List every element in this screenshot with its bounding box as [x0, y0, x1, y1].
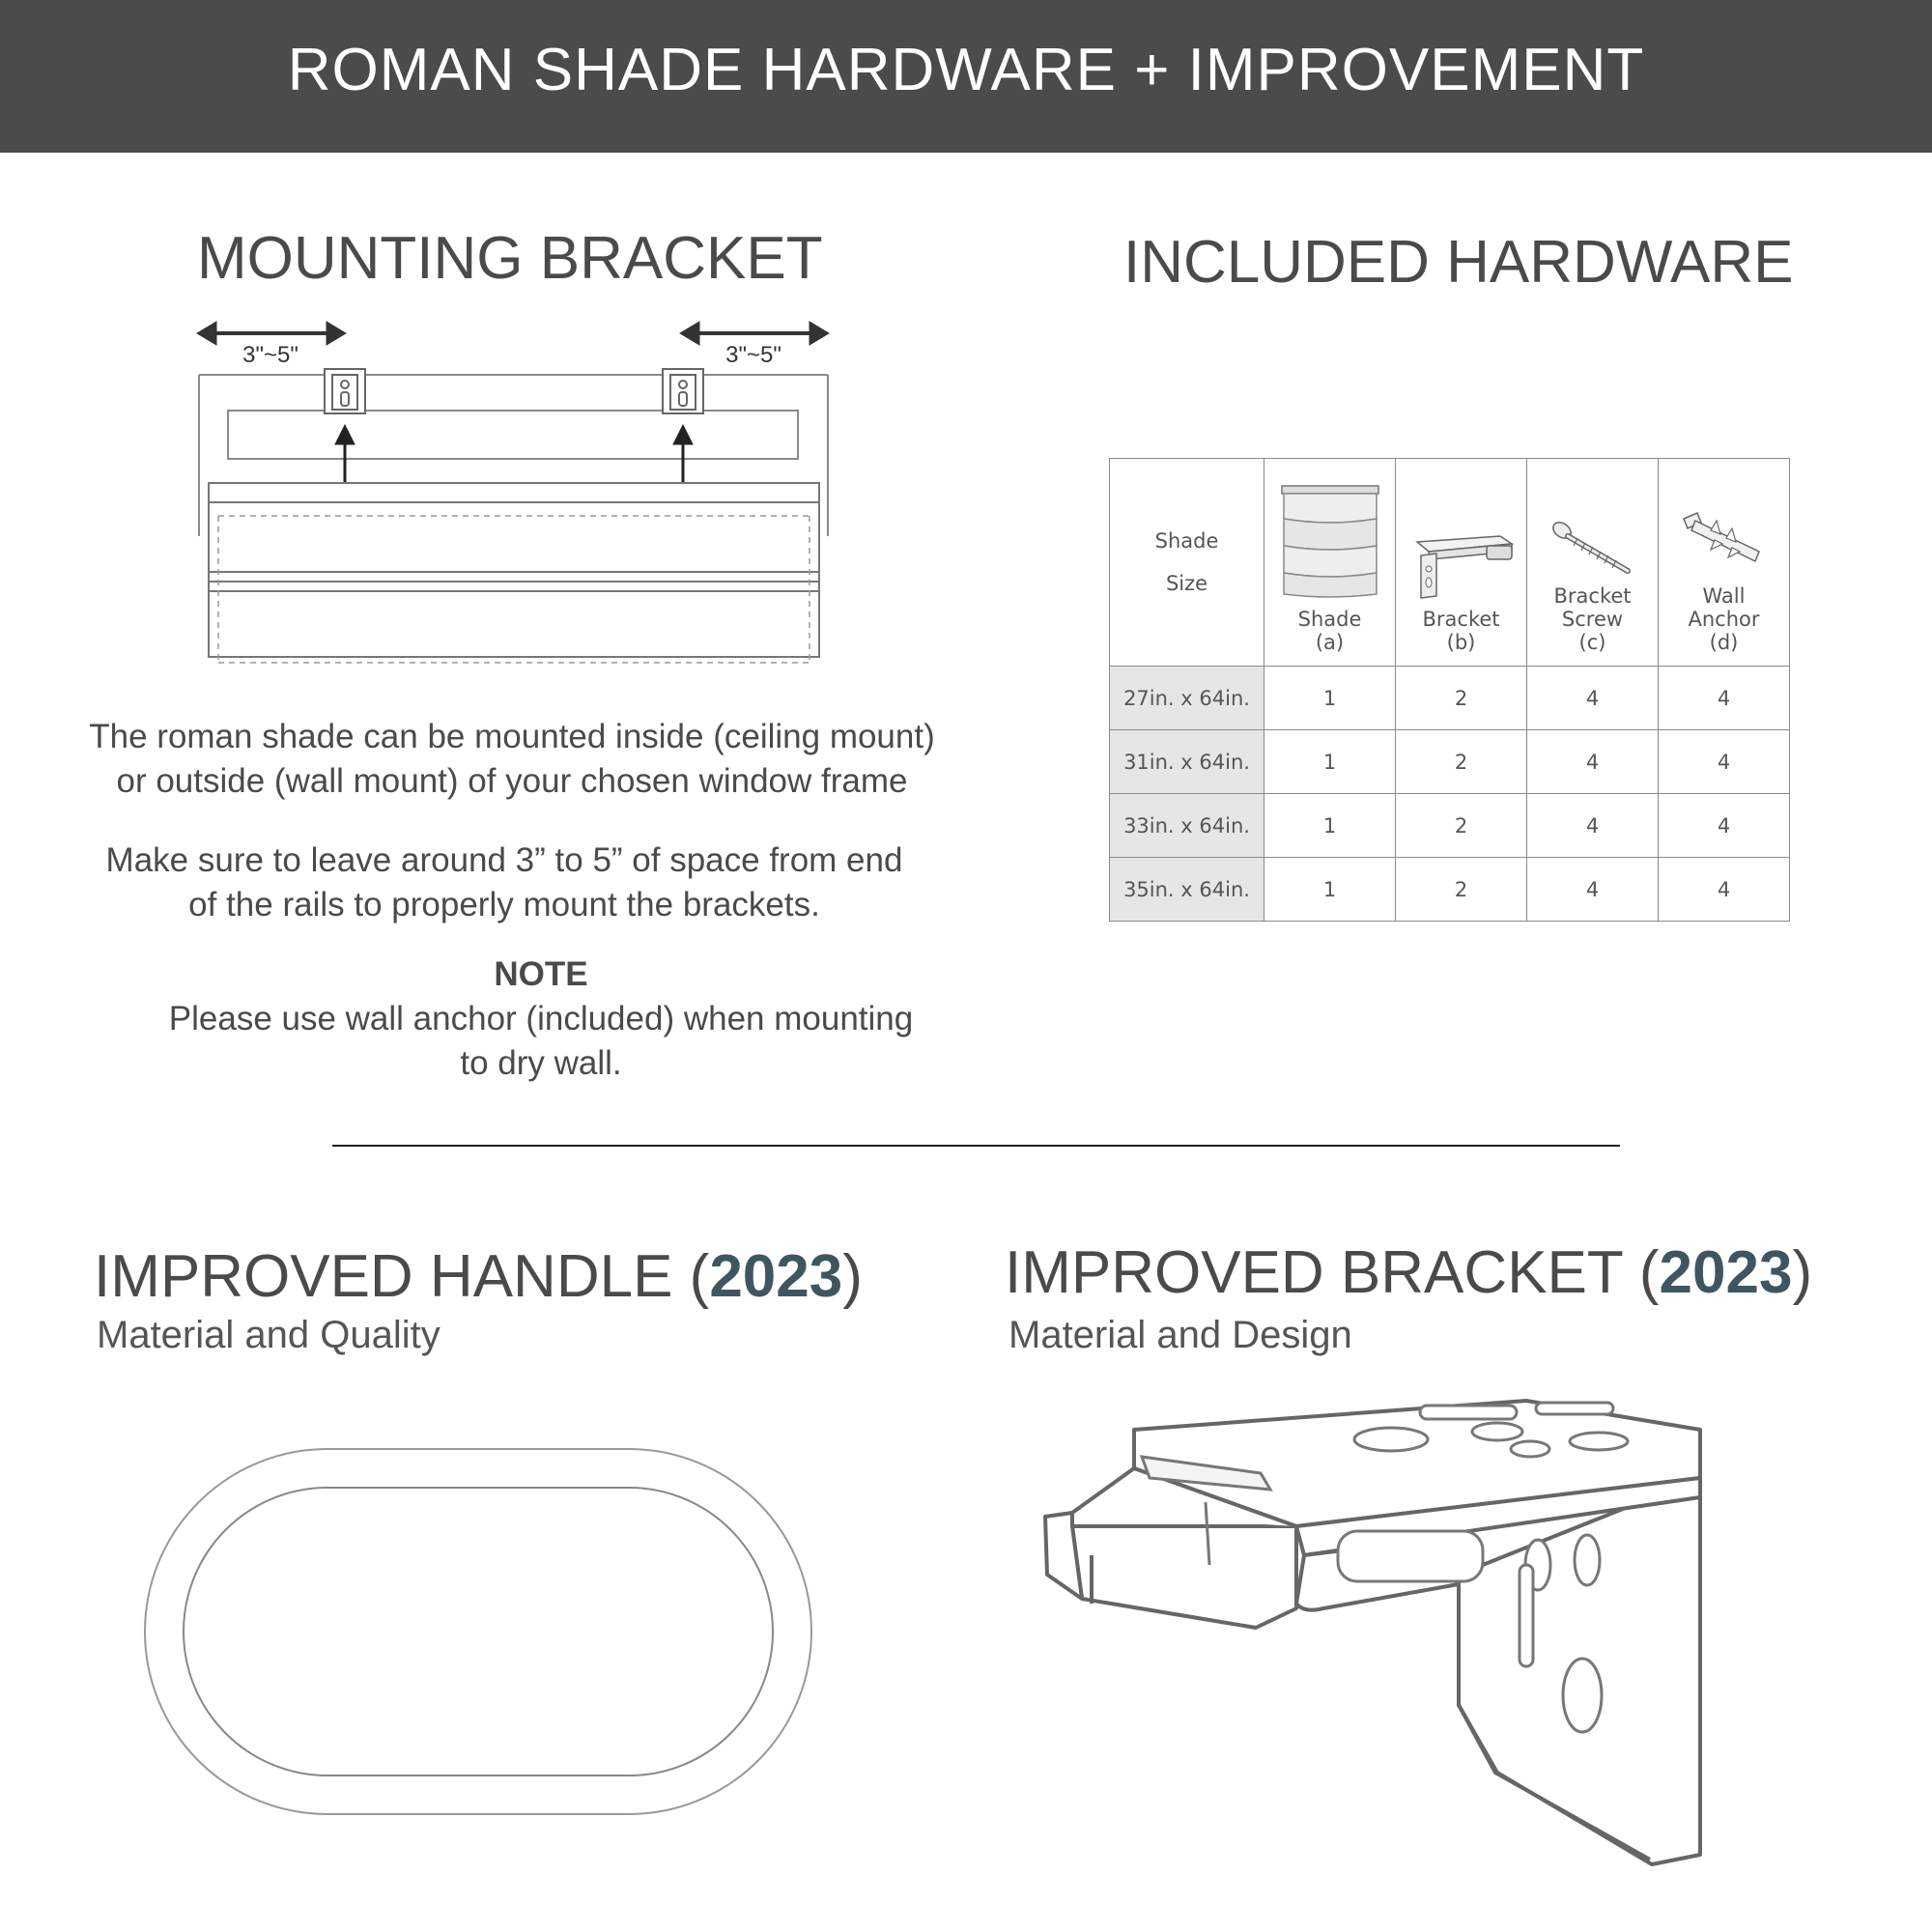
- shade-count-cell: 1: [1264, 858, 1396, 922]
- screw-count-cell: 4: [1527, 667, 1659, 730]
- column-header-anchor-line3: (d): [1709, 631, 1739, 654]
- bracket-count-cell: 2: [1396, 794, 1527, 858]
- note-line2: to dry wall.: [460, 1044, 622, 1082]
- column-header-bracket-line1: Bracket: [1422, 608, 1500, 631]
- bracket-count-cell: 2: [1396, 730, 1527, 794]
- handle-illustration: [135, 1439, 831, 1826]
- column-header-shade-line2: (a): [1315, 631, 1345, 654]
- column-header-screw-line1: Bracket: [1553, 584, 1632, 608]
- note-title: NOTE: [494, 955, 588, 993]
- improved-handle-title-suffix: ): [842, 1243, 863, 1310]
- mounting-description-line1: The roman shade can be mounted inside (ceiling mount): [89, 718, 935, 755]
- column-header-bracket-line2: (b): [1446, 631, 1476, 654]
- column-header-anchor-line1: Wall: [1702, 584, 1746, 608]
- bracket-count-cell: 2: [1396, 667, 1527, 730]
- shade-count-cell: 1: [1264, 794, 1396, 858]
- column-header-bracket: [1396, 459, 1527, 667]
- column-header-screw-line3: (c): [1578, 631, 1606, 654]
- mounting-bracket-title: MOUNTING BRACKET: [197, 225, 823, 292]
- size-cell: 33in. x 64in.: [1110, 794, 1264, 858]
- column-header-shade: [1264, 459, 1396, 667]
- spacing-instruction-line1: Make sure to leave around 3” to 5” of space from end: [105, 841, 903, 879]
- shade-count-cell: 1: [1264, 730, 1396, 794]
- column-header-size-line1: Shade: [1154, 529, 1219, 553]
- improved-handle-title-prefix: IMPROVED HANDLE (: [94, 1243, 710, 1310]
- screw-icon: [1545, 517, 1641, 579]
- shade-icon: [1276, 480, 1384, 602]
- improved-handle-subtitle: Material and Quality: [97, 1314, 440, 1356]
- column-header-screw: [1527, 459, 1659, 667]
- table-header-row: [1110, 459, 1790, 667]
- screw-count-cell: 4: [1527, 730, 1659, 794]
- screw-count-cell: 4: [1527, 794, 1659, 858]
- mounting-description: [39, 715, 985, 804]
- size-cell: 35in. x 64in.: [1110, 858, 1264, 922]
- mounting-description-line2: or outside (wall mount) of your chosen window frame: [116, 762, 908, 800]
- mounting-diagram: [184, 309, 840, 676]
- section-divider: [332, 1145, 1620, 1147]
- table-row: [1110, 730, 1790, 794]
- size-cell: 27in. x 64in.: [1110, 667, 1264, 730]
- table-row: [1110, 794, 1790, 858]
- shade-headrail: [209, 483, 819, 657]
- table-row: [1110, 667, 1790, 730]
- size-cell: 31in. x 64in.: [1110, 730, 1264, 794]
- screw-count-cell: 4: [1527, 858, 1659, 922]
- anchor-icon: [1676, 509, 1773, 579]
- header-bar: [0, 0, 1932, 153]
- dimension-label-left: 3"~5": [242, 342, 298, 368]
- note-block: [106, 952, 976, 1086]
- improved-bracket-title-suffix: ): [1792, 1239, 1813, 1306]
- table-row: [1110, 858, 1790, 922]
- note-line1: Please use wall anchor (included) when mounting: [168, 1000, 914, 1037]
- anchor-count-cell: 4: [1659, 858, 1790, 922]
- improved-handle-year: 2023: [709, 1243, 843, 1310]
- up-arrow-right-icon: [673, 425, 693, 483]
- improved-bracket-year: 2023: [1659, 1239, 1793, 1306]
- spacing-instruction: [39, 838, 970, 927]
- column-header-screw-line2: Screw: [1561, 608, 1624, 631]
- anchor-count-cell: 4: [1659, 730, 1790, 794]
- anchor-count-cell: 4: [1659, 794, 1790, 858]
- page-title: ROMAN SHADE HARDWARE + IMPROVEMENT: [287, 36, 1645, 103]
- column-header-shade-line1: Shade: [1297, 608, 1362, 631]
- column-header-size-line2: Size: [1165, 572, 1208, 595]
- up-arrow-left-icon: [335, 425, 355, 483]
- bracket-icon: [1407, 528, 1516, 602]
- bracket-right-icon: [663, 369, 703, 413]
- bracket-illustration: [1034, 1381, 1729, 1874]
- improved-bracket-title: [1005, 1238, 1812, 1307]
- bracket-left-icon: [325, 369, 365, 413]
- bracket-count-cell: 2: [1396, 858, 1527, 922]
- spacing-instruction-line2: of the rails to properly mount the brackets.: [188, 886, 820, 923]
- anchor-count-cell: 4: [1659, 667, 1790, 730]
- column-header-anchor: [1659, 459, 1790, 667]
- improved-handle-title: [94, 1242, 863, 1311]
- hardware-table: [1109, 458, 1790, 922]
- column-header-anchor-line2: Anchor: [1688, 608, 1760, 631]
- shade-count-cell: 1: [1264, 667, 1396, 730]
- improved-bracket-subtitle: Material and Design: [1009, 1314, 1352, 1356]
- improved-bracket-title-prefix: IMPROVED BRACKET (: [1005, 1239, 1660, 1306]
- column-header-size: [1110, 459, 1264, 667]
- dimension-label-right: 3"~5": [725, 342, 781, 368]
- included-hardware-title: INCLUDED HARDWARE: [1123, 229, 1794, 296]
